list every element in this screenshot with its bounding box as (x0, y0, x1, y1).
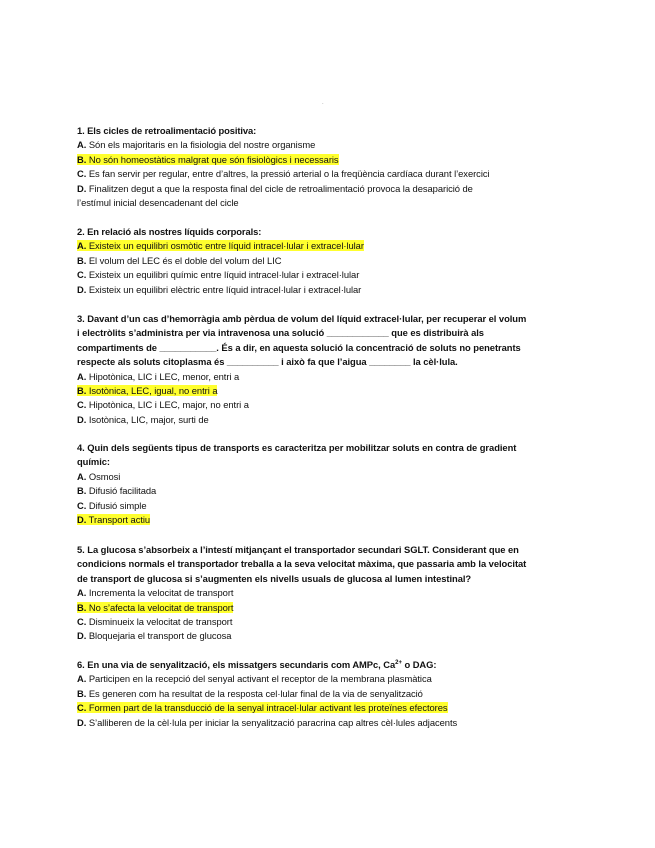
option-text: Disminueix la velocitat de transport (88, 616, 233, 628)
option-c (77, 701, 582, 715)
option-a (77, 370, 582, 384)
option-letter: A. (77, 587, 87, 599)
option-letter: A. (77, 470, 87, 482)
option-letter: B. (77, 485, 87, 497)
question-stem-line-4: respecte als soluts citoplasma és __________ i això fa que l’aigua ________ la cèl·lula. (77, 356, 458, 368)
option-text: Bloquejaria el transport de glucosa (88, 630, 232, 642)
question-text: Quin dels següents tipus de transports es caracteritza per mobilitzar soluts en contra de gradient (87, 442, 517, 453)
option-d (77, 283, 582, 297)
option-text: S’alliberen de la cèl·lula per iniciar la senyalització paracrina cap altres cèl·lules adjacents (88, 716, 458, 728)
option-text: Es generen com ha resultat de la resposta cel·lular final de la via de senyalització (88, 687, 423, 699)
question-stem-line-2: i electròlits s’administra per via intravenosa una solució ____________ que es distribuirà als (77, 327, 484, 339)
option-c (77, 268, 582, 282)
option-text: Són els majoritaris en la fisiologia del nostre organisme (88, 139, 316, 151)
option-letter: B. (77, 601, 87, 613)
option-letter: D. (77, 630, 87, 642)
option-letter: C. (77, 616, 87, 628)
option-text: Existeix un equilibri elèctric entre líquid intracel·lular i extracel·lular (88, 283, 362, 295)
option-letter: B. (77, 385, 87, 397)
option-text: Difusió simple (88, 499, 147, 511)
question-3 (77, 312, 582, 427)
option-b (77, 384, 582, 398)
question-text: La glucosa s’absorbeix a l’intestí mitjançant el transportador secundari SGLT. Considerant que en (87, 544, 519, 555)
question-stem-line-1 (77, 543, 582, 557)
option-text: Participen en la recepció del senyal activant el receptor de la membrana plasmàtica (88, 673, 432, 685)
option-letter: A. (77, 139, 87, 151)
option-letter: A. (77, 240, 87, 252)
option-letter: C. (77, 399, 87, 411)
option-letter: D. (77, 716, 87, 728)
option-b (77, 254, 582, 268)
option-c (77, 499, 582, 513)
option-text: Formen part de la transducció de la senyal intracel·lular activant les proteïnes efectores (88, 702, 448, 714)
option-letter: B. (77, 254, 87, 266)
question-5 (77, 543, 582, 644)
question-stem-line-1 (77, 312, 582, 326)
option-a (77, 239, 582, 253)
option-d (77, 513, 582, 527)
question-text: En una via de senyalització, els missatgers secundaris com AMPc, Ca (87, 659, 396, 670)
question-stem-line-2: condicions normals el transportador treballa a la seva velocitat màxima, que passaria amb la velocitat (77, 558, 527, 570)
question-text: Els cicles de retroalimentació positiva: (87, 125, 257, 136)
question-1 (77, 124, 582, 210)
option-letter: D. (77, 182, 87, 194)
option-a (77, 586, 582, 600)
option-letter: C. (77, 269, 87, 281)
question-number: 5. (77, 544, 85, 555)
option-text: El volum del LEC és el doble del volum del LIC (88, 254, 282, 266)
question-stem (77, 124, 582, 138)
option-b (77, 687, 582, 701)
option-text: Osmosi (88, 470, 121, 482)
option-letter: D. (77, 514, 87, 526)
option-d (77, 716, 582, 730)
option-letter: D. (77, 283, 87, 295)
question-6 (77, 658, 582, 730)
question-stem (77, 225, 582, 239)
option-letter: B. (77, 687, 87, 699)
option-letter: C. (77, 702, 87, 714)
question-text: Davant d’un cas d’hemorràgia amb pèrdua de volum del líquid extracel·lular, per recuperar el volum (87, 313, 527, 324)
option-c (77, 615, 582, 629)
option-text: No s’afecta la velocitat de transport (88, 601, 234, 613)
option-text: Incrementa la velocitat de transport (88, 587, 234, 599)
question-stem-line-3: de transport de glucosa si s’augmenten els nivells usuals de glucosa al lumen intestinal? (77, 572, 472, 584)
option-a (77, 672, 582, 686)
option-text: Transport actiu (88, 514, 151, 526)
option-text: Isotònica, LEC, igual, no entri a (88, 385, 218, 397)
option-d-continuation: l’estímul inicial desencadenant del cicle (77, 197, 239, 209)
question-text: En relació als nostres líquids corporals: (87, 226, 262, 237)
question-number: 4. (77, 442, 85, 453)
option-d (77, 182, 582, 196)
question-number: 3. (77, 313, 85, 324)
question-2 (77, 225, 582, 297)
option-c (77, 167, 582, 181)
question-stem-line-2: químic: (77, 456, 110, 468)
option-b (77, 601, 582, 615)
option-c (77, 398, 582, 412)
option-text: Es fan servir per regular, entre d’altres, la pressió arterial o la freqüència cardíaca durant l’exercici (88, 168, 490, 180)
option-a (77, 138, 582, 152)
question-stem-line-3: compartiments de ___________. És a dir, en aquesta solució la concentració de soluts no penetrants (77, 341, 521, 353)
option-letter: C. (77, 499, 87, 511)
question-text-end: o DAG: (401, 659, 437, 670)
option-letter: A. (77, 673, 87, 685)
option-text: Existeix un equilibri químic entre líquid intracel·lular i extracel·lular (88, 269, 360, 281)
option-text: Difusió facilitada (88, 485, 157, 497)
option-b (77, 484, 582, 498)
option-text: No són homeostàtics malgrat que són fisiològics i necessaris (88, 153, 339, 165)
option-letter: B. (77, 153, 87, 165)
option-text: Finalitzen degut a que la resposta final del cicle de retroalimentació provoca la desaparició de (88, 182, 473, 194)
option-text: Hipotònica, LIC i LEC, menor, entri a (88, 370, 240, 382)
option-b (77, 153, 582, 167)
question-number: 1. (77, 125, 85, 136)
question-4 (77, 441, 582, 527)
option-letter: C. (77, 168, 87, 180)
question-stem-line-1 (77, 441, 582, 455)
option-text: Hipotònica, LIC i LEC, major, no entri a (88, 399, 249, 411)
question-number: 2. (77, 226, 85, 237)
question-number: 6. (77, 659, 85, 670)
question-stem (77, 658, 582, 672)
option-d (77, 413, 582, 427)
page-mark: . (322, 100, 324, 106)
option-d (77, 629, 582, 643)
superscript: 2+ (395, 659, 402, 666)
option-text: Isotònica, LIC, major, surti de (88, 413, 209, 425)
option-letter: D. (77, 413, 87, 425)
option-a (77, 470, 582, 484)
option-letter: A. (77, 370, 87, 382)
option-text: Existeix un equilibri osmòtic entre líquid intracel·lular i extracel·lular (88, 240, 364, 252)
